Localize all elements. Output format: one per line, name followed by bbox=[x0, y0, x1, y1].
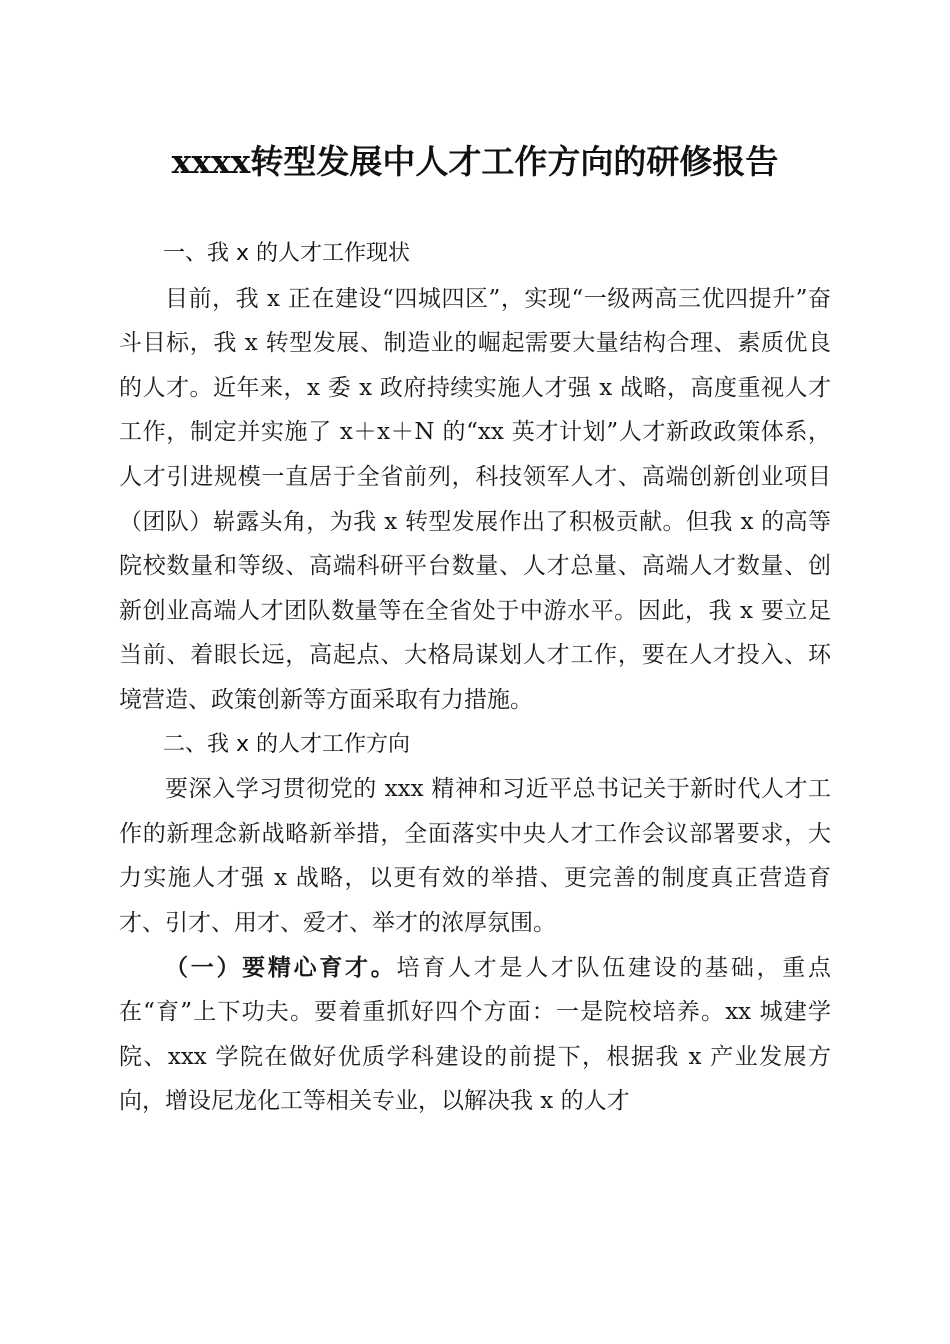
subsection-paragraph bbox=[119, 946, 831, 1124]
subsection-text: 培育人才是人才队伍建设的基础，重点在“育”上下功夫。要着重抓好四个方面：一是院校培养。xx 城建学院、xxx 学院在做好优质学科建设的前提下，根据我 x 产业发展方向，增设尼龙化工等相关专业，以解决我 x 的人才 bbox=[119, 954, 832, 1115]
section-2-paragraph: 要深入学习贯彻党的 xxx 精神和习近平总书记关于新时代人才工作的新理念新战略新举措，全面落实中央人才工作会议部署要求，大力实施人才强 x 战略，以更有效的举措、更完善的制度真正营造育才、引才、用才、爱才、举才的浓厚氛围。 bbox=[119, 776, 831, 936]
section-1-paragraph: 目前，我 x 正在建设“四城四区”，实现“一级两高三优四提升”奋斗目标，我 x 转型发展、制造业的崛起需要大量结构合理、素质优良的人才。近年来，x 委 x 政府持续实施人才强 x 战略，高度重视人才工作，制定并实施了 x＋x＋N 的“xx 英才计划”人才新政政策体系，人才引进规模一直居于全省前列，科技领军人才、高端创新创业项目（团队）崭露头角，为我 x 转型发展作出了积极贡献。但我 x 的高等院校数量和等级、高端科研平台数量、人才总量、高端人才数量、创新创业高端人才团队数量等在全省处于中游水平。因此，我 x 要立足当前、着眼长远，高起点、大格局谋划人才工作，要在人才投入、环境营造、政策创新等方面采取有力措施。 bbox=[119, 285, 831, 713]
subsection-lead: （一）要精心育才。 bbox=[165, 953, 397, 981]
section-heading-2: 二、我 x 的人才工作方向 bbox=[163, 731, 411, 757]
document-body bbox=[119, 232, 831, 1124]
section-heading-1: 一、我 x 的人才工作现状 bbox=[163, 241, 411, 266]
document-title: xxxx转型发展中人才工作方向的研修报告 bbox=[171, 142, 779, 181]
